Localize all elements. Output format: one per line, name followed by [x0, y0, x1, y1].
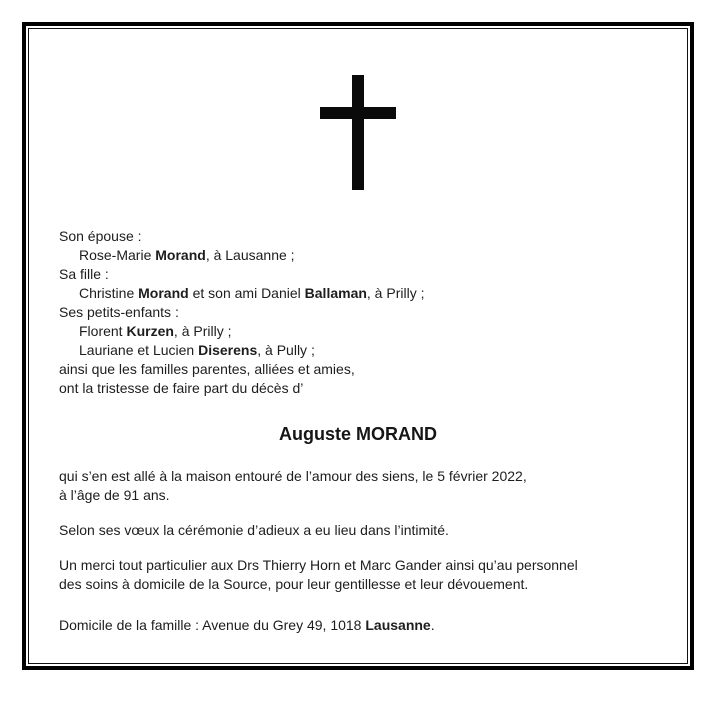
text-segment: Ses petits-enfants : — [59, 304, 179, 320]
text-segment: Rose-Marie — [79, 247, 156, 263]
text-line — [59, 265, 657, 284]
text-segment: des soins à domicile de la Source, pour leur gentillesse et leur dévouement. — [59, 576, 529, 592]
text-segment: , à Prilly ; — [173, 323, 232, 339]
card-outer-border — [22, 22, 694, 670]
text-line — [59, 486, 657, 505]
name-bold-segment: Morand — [155, 247, 206, 263]
text-line — [59, 379, 657, 398]
family-announcement — [59, 227, 657, 398]
paragraph — [59, 467, 657, 505]
text-segment: Domicile de la famille : Avenue du Grey 49, 1018 — [59, 617, 366, 633]
name-bold-segment: Kurzen — [126, 323, 174, 339]
text-line — [59, 616, 657, 635]
text-line — [59, 575, 657, 594]
text-line — [59, 227, 657, 246]
text-segment: Sa fille : — [59, 266, 109, 282]
card-inner-border — [28, 28, 688, 664]
text-segment: Un merci tout particulier aux Drs Thierry Horn et Marc Gander ainsi qu’au personnel — [59, 557, 578, 573]
deceased-name: Auguste MORAND — [279, 424, 437, 444]
text-line — [59, 322, 657, 341]
text-segment: à l’âge de 91 ans. — [59, 487, 170, 503]
text-segment: Lauriane et Lucien — [79, 342, 199, 358]
text-segment: Selon ses vœux la cérémonie d’adieux a eu lieu dans l’intimité. — [59, 522, 449, 538]
text-line — [59, 467, 657, 486]
text-segment: ont la tristesse de faire part du décès d’ — [59, 380, 304, 396]
paragraph — [59, 616, 657, 635]
name-bold-segment: Ballaman — [304, 285, 367, 301]
text-segment: qui s’en est allé à la maison entouré de l’amour des siens, le 5 février 2022, — [59, 468, 527, 484]
text-segment: Son épouse : — [59, 228, 142, 244]
text-segment: ainsi que les familles parentes, alliées et amies, — [59, 361, 355, 377]
name-bold-segment: Lausanne — [365, 617, 431, 633]
name-bold-segment: Diserens — [198, 342, 258, 358]
text-segment: , à Pully ; — [257, 342, 315, 358]
text-segment: , à Prilly ; — [366, 285, 425, 301]
text-segment: Florent — [79, 323, 127, 339]
text-segment: Christine — [79, 285, 139, 301]
text-line — [59, 341, 657, 360]
text-segment: et son ami Daniel — [188, 285, 305, 301]
text-line — [59, 246, 657, 265]
text-line — [59, 360, 657, 379]
text-line — [59, 521, 657, 540]
text-line — [59, 303, 657, 322]
text-line — [59, 284, 657, 303]
text-segment: . — [430, 617, 435, 633]
obituary-body — [59, 467, 657, 635]
obituary-card — [29, 75, 687, 709]
paragraph — [59, 521, 657, 540]
text-segment: , à Lausanne ; — [205, 247, 295, 263]
latin-cross-icon — [320, 75, 396, 190]
paragraph — [59, 556, 657, 594]
text-line — [59, 556, 657, 575]
name-bold-segment: Morand — [138, 285, 189, 301]
